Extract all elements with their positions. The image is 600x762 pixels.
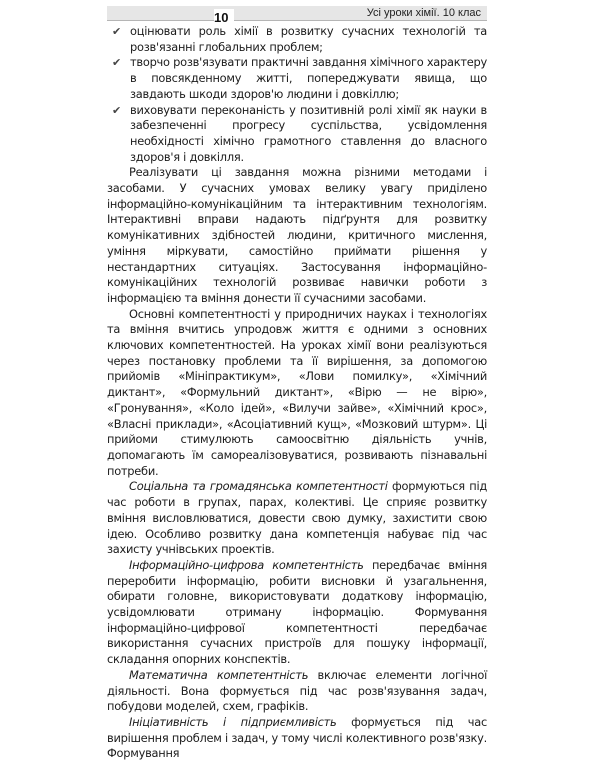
running-title: Усі уроки хімії. 10 клас	[366, 7, 481, 19]
paragraph-text: Основні компетентності у природничих науках і технологіях та вміння вчитись упродовж життя є одними з основних ключових компетентностей. На уроках хімії вони реалізуються через постановку проблеми та її вирішення, за допомогою прийомів «Мініпрактикум», «Лови помилку», «Хімічний диктант», «Формульний диктант», «Вірю — не вірю», «Гронування», «Коло ідей», «Вилучи зайве», «Хімічний крос», «Власні приклади», «Асоціативний кущ», «Мозковий штурм». Ці прийоми стимулюють самоосвітню діяльність учнів, допомагають їм самореалізовуватися, розвивають пізнавальні потреби.	[107, 306, 487, 478]
paragraph-social-competence	[107, 479, 487, 558]
objective-text: виховувати переконаність у позитивній ролі хімії як науки в забезпеченні прогресу суспільства, усвідомлення необхідності хімічно грамотного ставлення до власного здоров'я і довкілля.	[130, 102, 487, 164]
objective-text: оцінювати роль хімії в розвитку сучасних технологій та розв'язанні глобальних проблем;	[130, 24, 487, 54]
objective-text: творчо розв'язувати практичні завдання хімічного характеру в повсякденному житті, попереджувати явища, що завдають шкоди здоров'ю людини і довкіллю;	[130, 55, 487, 101]
checkmark-icon: ✔	[112, 56, 121, 70]
competence-term: Соціальна та громадянська компетентності	[129, 479, 388, 494]
page-number: 10	[214, 9, 234, 26]
paragraph-methods	[107, 165, 487, 306]
objective-item	[107, 24, 487, 55]
running-header	[107, 6, 487, 25]
objective-item	[107, 103, 487, 166]
checkmark-icon: ✔	[112, 25, 121, 38]
paragraph-digital-competence	[107, 558, 487, 668]
paragraph-text: Реалізувати ці завдання можна різними методами і засобами. У сучасних умовах велику увагу приділено інформаційно-комунікаційним та інтерактивним технологіям. Інтерактивні вправи надають підґрунтя для розвитку комунікативних здібностей людини, критичного мислення, уміння міркувати, самостійно приймати рішення у нестандартних ситуаціях. Застосування інформаційно-комунікаційних технологій розвиває навички роботи з інформацією та вміння донести її сучасними засобами.	[107, 165, 487, 305]
objectives-list	[107, 24, 487, 165]
objective-item	[107, 55, 487, 102]
competence-term: Інформаційно-цифрова компетентність	[129, 557, 364, 572]
paragraph-initiative	[107, 715, 487, 762]
paragraph-key-competences	[107, 307, 487, 480]
competence-term: Ініціативність і підприємливість	[129, 714, 337, 729]
paragraph-text: формується під час вирішення проблем і задач, у тому числі колективного розв'язку. Формування	[107, 714, 487, 761]
paragraph-text: формуються під час роботи в групах, парах, колективі. Це сприяє розвитку вміння висловлюватися, довести свою думку, захистити свою ідею. Особливо розвитку дана компетенція набуває під час захисту учнівських проектів.	[107, 479, 487, 557]
competence-term: Математична компетентність	[129, 667, 309, 682]
paragraph-math-competence	[107, 668, 487, 715]
paragraph-text: включає елементи логічної діяльності. Вона формується під час розв'язування задач, побудови моделей, схем, графіків.	[107, 667, 487, 714]
checkmark-icon: ✔	[112, 103, 121, 117]
page-body	[107, 24, 487, 762]
paragraph-text: передбачає вміння переробити інформацію, робити висновки й узагальнення, обирати головне, використовувати додаткову інформацію, усвідомлювати отриману інформацію. Формування інформаційно-цифрової компетентності передбачає використання сучасних пристроїв для пошуку інформації, складання опорних конспектів.	[107, 557, 488, 667]
